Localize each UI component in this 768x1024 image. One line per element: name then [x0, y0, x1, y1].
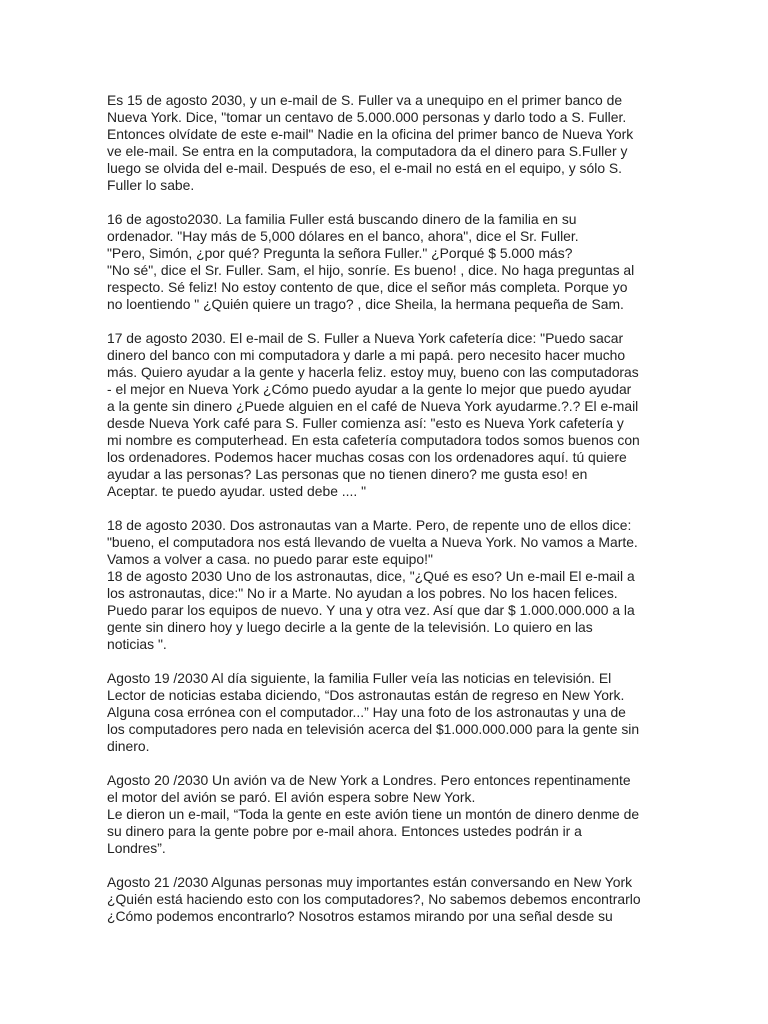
text-line: 18 de agosto 2030 Uno de los astronautas, dice, "¿Qué es eso? Un e-mail El e-mail a — [107, 568, 635, 584]
text-line: más. Quiero ayudar a la gente y hacerla feliz. estoy muy, bueno con las computadoras — [107, 364, 639, 380]
text-line: los ordenadores. Podemos hacer muchas cosas con los ordenadores aquí. tú quiere — [107, 449, 627, 465]
text-line: Fuller lo sabe. — [107, 177, 195, 193]
text-line: 16 de agosto2030. La familia Fuller está buscando dinero de la familia en su — [107, 211, 577, 227]
text-line: gente sin dinero hoy y luego decirle a la gente de la televisión. Lo quiero en las — [107, 619, 593, 635]
text-line: "No sé", dice el Sr. Fuller. Sam, el hijo, sonríe. Es bueno! , dice. No haga preguntas al — [107, 262, 635, 278]
text-line: ayudar a las personas? Las personas que no tienen dinero? me gusta eso! en — [107, 466, 588, 482]
text-line: Vamos a volver a casa. no puedo parar este equipo!" — [107, 551, 433, 567]
text-line: noticias ". — [107, 636, 167, 652]
text-line: respecto. Sé feliz! No estoy contento de que, dice el señor más completa. Porque yo — [107, 279, 628, 295]
text-line: los astronautas, dice:" No ir a Marte. No ayudan a los pobres. No los hacen felices. — [107, 585, 618, 601]
paragraph-aug-20 — [107, 772, 667, 857]
document-page — [107, 92, 667, 942]
text-line: no loentiendo " ¿Quién quiere un trago? , dice Sheila, la hermana pequeña de Sam. — [107, 296, 624, 312]
text-line: mi nombre es computerhead. En esta cafetería computadora todos somos buenos con — [107, 432, 640, 448]
text-line: ve ele-mail. Se entra en la computadora, la computadora da el dinero para S.Fuller y — [107, 143, 628, 159]
text-line: Londres”. — [107, 840, 166, 856]
text-line: dinero. — [107, 738, 150, 754]
text-line: Le dieron un e-mail, “Toda la gente en este avión tiene un montón de dinero denme de — [107, 806, 640, 822]
paragraph-aug-16 — [107, 211, 667, 313]
text-line: ¿Cómo podemos encontrarlo? Nosotros estamos mirando por una señal desde su — [107, 908, 613, 924]
text-line: Alguna cosa errónea con el computador...” Hay una foto de los astronautas y una de — [107, 704, 626, 720]
text-line: dinero del banco con mi computadora y darle a mi papá. pero necesito hacer mucho — [107, 347, 626, 363]
text-line: desde Nueva York café para S. Fuller comienza así: "esto es Nueva York cafetería y — [107, 415, 624, 431]
text-line: a la gente sin dinero ¿Puede alguien en el café de Nueva York ayudarme.?.? El e-mail — [107, 398, 639, 414]
text-line: "bueno, el computadora nos está llevando de vuelta a Nueva York. No vamos a Marte. — [107, 534, 638, 550]
text-line: Agosto 20 /2030 Un avión va de New York a Londres. Pero entonces repentinamente — [107, 772, 631, 788]
paragraph-aug-21 — [107, 874, 667, 925]
paragraph-aug-15 — [107, 92, 667, 194]
text-line: - el mejor en Nueva York ¿Cómo puedo ayudar a la gente lo mejor que puedo ayudar — [107, 381, 632, 397]
text-line: 17 de agosto 2030. El e-mail de S. Fuller a Nueva York cafetería dice: "Puedo sacar — [107, 330, 624, 346]
text-line: Entonces olvídate de este e-mail" Nadie en la oficina del primer banco de Nueva York — [107, 126, 634, 142]
text-line: el motor del avión se paró. El avión espera sobre New York. — [107, 789, 476, 805]
text-line: Lector de noticias estaba diciendo, “Dos astronautas están de regreso en New York. — [107, 687, 625, 703]
paragraph-aug-19 — [107, 670, 667, 755]
text-line: luego se olvida del e-mail. Después de eso, el e-mail no está en el equipo, y sólo S. — [107, 160, 623, 176]
text-line: Agosto 21 /2030 Algunas personas muy importantes están conversando en New York — [107, 874, 633, 890]
text-line: ordenador. "Hay más de 5,000 dólares en el banco, ahora", dice el Sr. Fuller. — [107, 228, 579, 244]
text-line: su dinero para la gente pobre por e-mail ahora. Entonces ustedes podrán ir a — [107, 823, 582, 839]
text-line: Es 15 de agosto 2030, y un e-mail de S. Fuller va a unequipo en el primer banco de — [107, 92, 623, 108]
text-line: Agosto 19 /2030 Al día siguiente, la familia Fuller veía las noticias en televisión. El — [107, 670, 612, 686]
text-line: Nueva York. Dice, "tomar un centavo de 5.000.000 personas y darlo todo a S. Fuller. — [107, 109, 627, 125]
text-line: los computadores pero nada en televisión acerca del $1.000.000.000 para la gente sin — [107, 721, 640, 737]
text-line: "Pero, Simón, ¿por qué? Pregunta la señora Fuller." ¿Porqué $ 5.000 más? — [107, 245, 573, 261]
text-line: 18 de agosto 2030. Dos astronautas van a Marte. Pero, de repente uno de ellos dice: — [107, 517, 632, 533]
text-line: Aceptar. te puedo ayudar. usted debe .... " — [107, 483, 367, 499]
paragraph-aug-18 — [107, 517, 667, 653]
paragraph-aug-17 — [107, 330, 667, 500]
text-line: ¿Quién está haciendo esto con los computadores?, No sabemos debemos encontrarlo — [107, 891, 641, 907]
text-line: Puedo parar los equipos de nuevo. Y una y otra vez. Así que dar $ 1.000.000.000 a la — [107, 602, 635, 618]
